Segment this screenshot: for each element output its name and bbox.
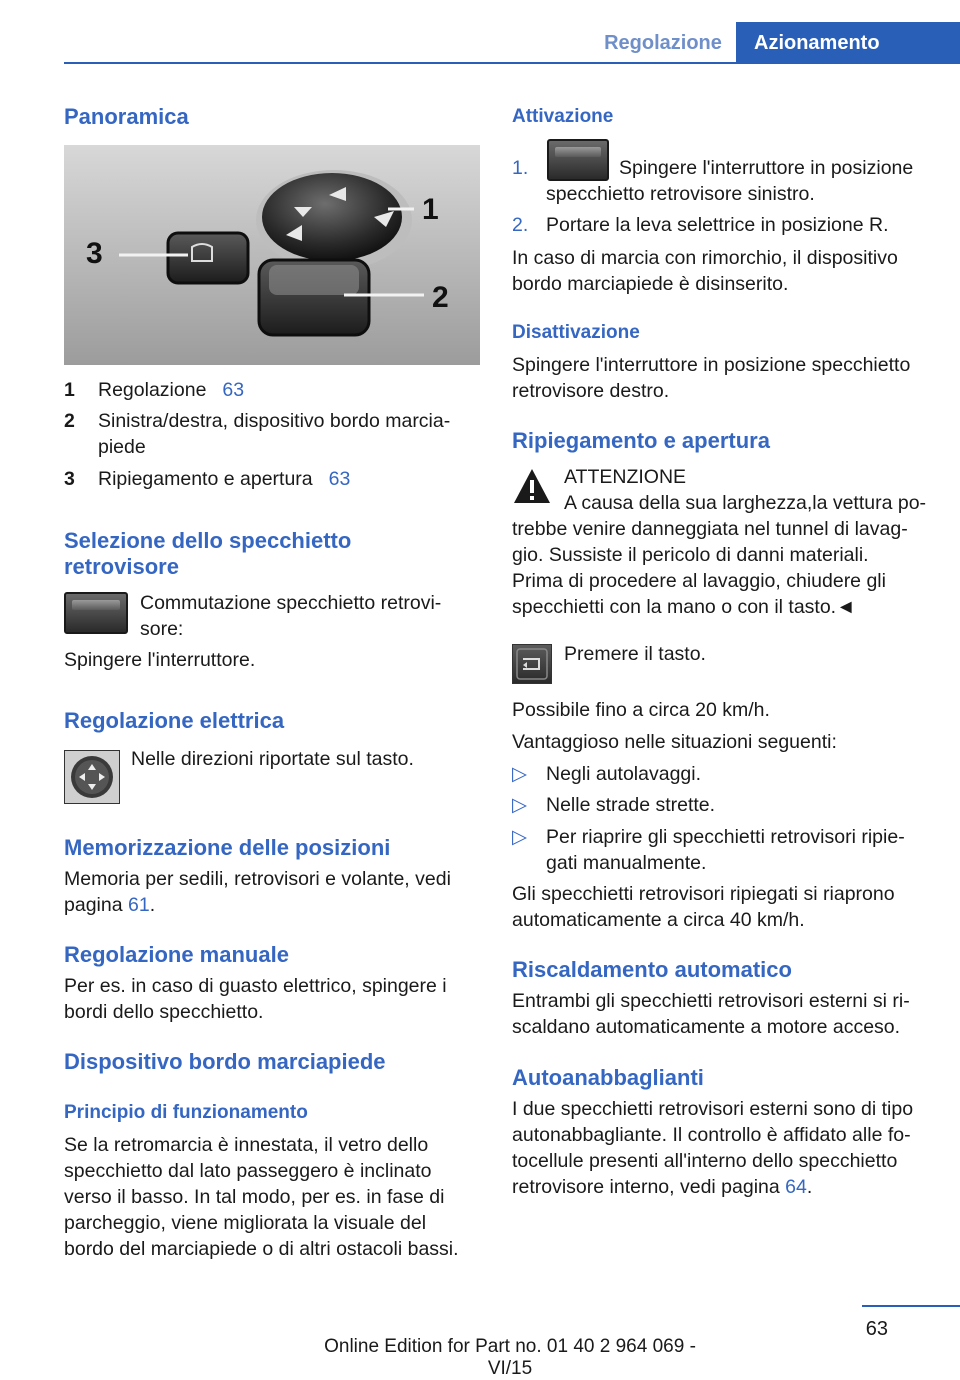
bullet-icon: ▷	[512, 826, 527, 848]
legend-item	[64, 408, 480, 460]
legend-text-cont: piede	[98, 436, 146, 458]
figure-callout-2: 2	[432, 281, 449, 314]
warning-body: trebbe venire danneggiata nel tunnel di lavag- gio. Sussiste il pericolo di danni materiali. Prima di procedere al lavaggio, chiudere gli specchietti con la mano o con il tasto.◄	[512, 518, 908, 618]
press-button-text: Premere il tasto.	[564, 643, 706, 665]
legend-num: 3	[64, 468, 75, 490]
warning-label: ATTENZIONE	[564, 466, 687, 488]
figure-callout-3: 3	[86, 237, 103, 270]
figure-callout-1: 1	[422, 193, 439, 226]
principle-body: Se la retromarcia è innestata, il vetro dello specchietto dal lato passeggero è inclinato verso il basso. In tal modo, per es. in fase di parcheggio, viene migliorata la visuale del bordo del marciapiede o di altri ostacoli bassi.	[64, 1134, 459, 1260]
heating-body: Entrambi gli specchietti retrovisori esterni si ri- scaldano automaticamente a motore acceso.	[512, 990, 910, 1038]
step-1-number: 1.	[512, 157, 529, 179]
bullet-item-cont: gati manualmente.	[546, 852, 707, 874]
legend-item	[64, 466, 480, 492]
memory-body: Memoria per sedili, retrovisori e volante, vedi pagina 61.	[64, 868, 451, 916]
fold-button-icon	[512, 644, 552, 684]
step-1-text-cont: specchietto retrovisore sinistro.	[546, 183, 815, 205]
legend-num: 2	[64, 410, 75, 432]
antiglare-body: I due specchietti retrovisori esterni sono di tipo autonabbagliante. Il controllo è affidato alle fo- tocellule presenti all'interno dello specchietto retrovisore interno, vedi pagina 64.	[512, 1098, 914, 1198]
section-title-heating: Riscaldamento automatico	[512, 957, 792, 982]
trailer-note: In caso di marcia con rimorchio, il dispositivo bordo marciapiede è disinserito.	[512, 247, 898, 295]
antiglare-page-link[interactable]: 64	[785, 1176, 807, 1198]
speed-limit-text: Possibile fino a circa 20 km/h.	[512, 699, 770, 721]
manual-body: Per es. in caso di guasto elettrico, spingere i bordi dello specchietto.	[64, 975, 447, 1023]
section-title-memory: Memorizzazione delle posizioni	[64, 835, 391, 860]
bullet-icon: ▷	[512, 763, 527, 785]
warning-triangle-icon	[512, 466, 552, 506]
mirror-switch-figure	[64, 145, 480, 365]
step-1-text: Spingere l'interruttore in posizione	[619, 157, 914, 179]
section-title-electric: Regolazione elettrica	[64, 708, 285, 733]
legend-page-link[interactable]: 63	[222, 379, 245, 401]
legend-num: 1	[64, 379, 75, 401]
step-2-text: Portare la leva selettrice in posizione R.	[546, 214, 889, 236]
advantage-intro: Vantaggioso nelle situazioni seguenti:	[512, 731, 837, 753]
footer-edition: Online Edition for Part no. 01 40 2 964 069 - VI/15	[324, 1336, 696, 1379]
bullet-item: Nelle strade strette.	[546, 794, 716, 816]
legend-text: Ripiegamento e apertura	[98, 468, 313, 490]
page-number: 63	[865, 1318, 888, 1340]
figure-legend	[64, 377, 480, 492]
electric-icon-text: Nelle direzioni riportate sul tasto.	[131, 748, 414, 770]
header-section-label: Regolazione	[604, 31, 722, 54]
mirror-select-button-icon	[547, 139, 609, 181]
deactivation-body: Spingere l'interruttore in posizione specchietto retrovisore destro.	[512, 354, 911, 402]
section-title-antiglare: Autoanabbaglianti	[512, 1065, 704, 1090]
section-title-manual: Regolazione manuale	[64, 942, 289, 967]
header-rule	[64, 62, 960, 64]
bullet-icon: ▷	[512, 794, 527, 816]
bullet-item: Per riaprire gli specchietti retrovisori ripie-	[546, 826, 905, 848]
subsection-title-principle: Principio di funzionamento	[64, 1102, 308, 1123]
legend-text: Regolazione	[98, 379, 207, 401]
subsection-title-deactivation: Disattivazione	[512, 322, 640, 343]
legend-page-link[interactable]: 63	[328, 468, 351, 490]
step-2-number: 2.	[512, 214, 529, 236]
direction-pad-icon	[64, 750, 120, 804]
warning-line-1: A causa della sua larghezza,la vettura po-	[564, 492, 927, 514]
footer-rule	[862, 1305, 960, 1307]
section-title-fold: Ripiegamento e apertura	[512, 428, 770, 453]
bullet-item: Negli autolavaggi.	[546, 763, 702, 785]
mirror-switch-illustration	[64, 145, 480, 365]
section-title-selection: Selezione dello specchietto retrovisore	[64, 528, 352, 579]
header-chapter-tab: Azionamento	[736, 22, 960, 64]
selection-icon-text: Commutazione specchietto retrovi- sore:	[140, 592, 442, 640]
subsection-title-activation: Attivazione	[512, 106, 614, 127]
reopen-note: Gli specchietti retrovisori ripiegati si riaprono automaticamente a circa 40 km/h.	[512, 883, 895, 931]
legend-item	[64, 377, 480, 403]
legend-text: Sinistra/destra, dispositivo bordo marcia-	[98, 410, 451, 432]
mirror-select-button-icon	[64, 592, 128, 634]
section-title-overview: Panoramica	[64, 104, 189, 129]
selection-body: Spingere l'interruttore.	[64, 649, 256, 671]
memory-page-link[interactable]: 61	[127, 894, 150, 916]
section-title-curb: Dispositivo bordo marciapiede	[64, 1049, 386, 1074]
